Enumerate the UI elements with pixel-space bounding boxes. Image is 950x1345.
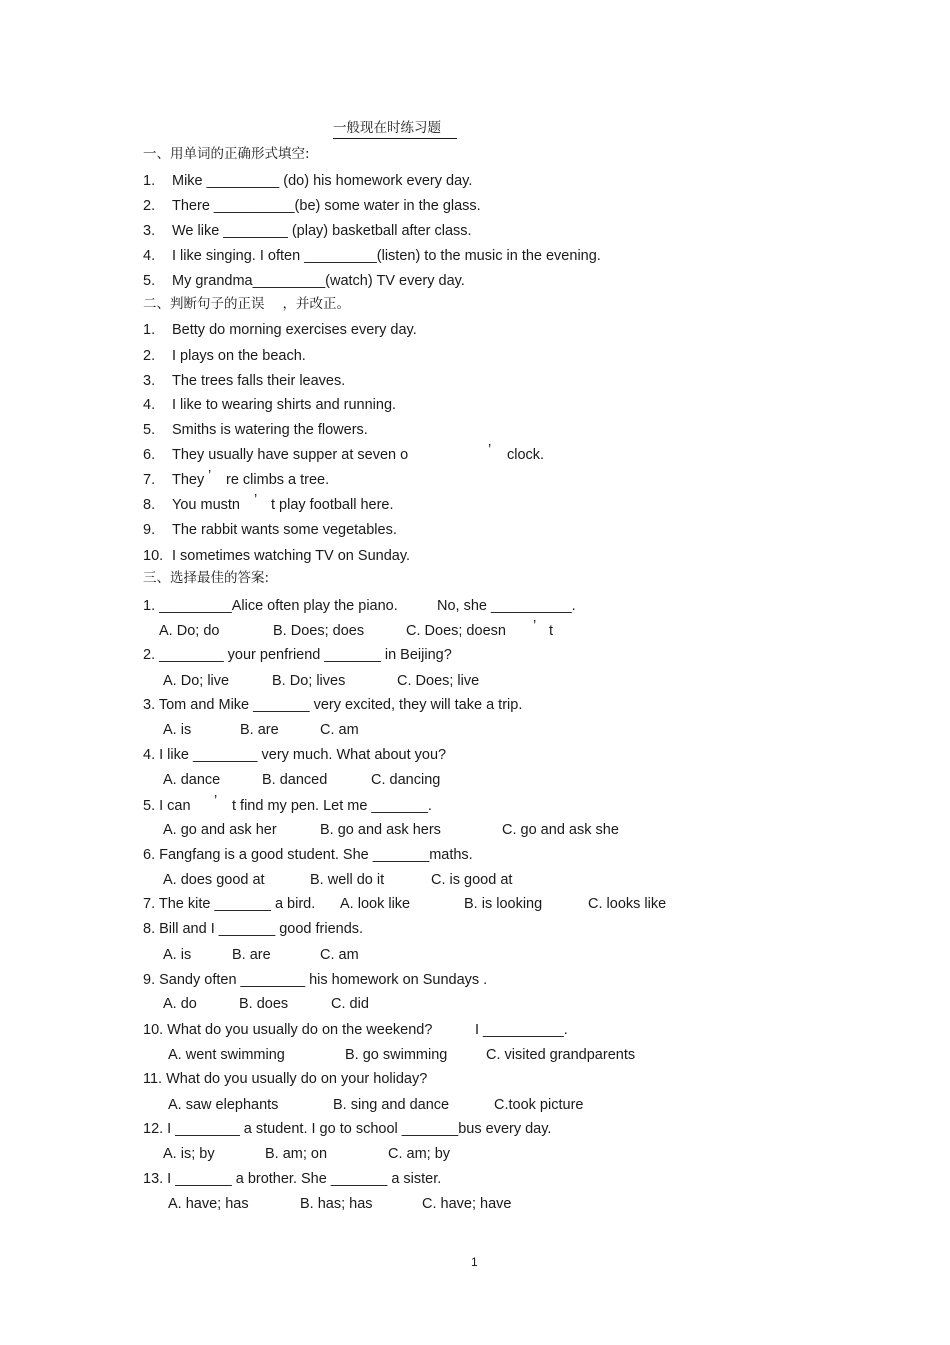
option-a: A. look like <box>340 896 411 912</box>
s2-item: Smiths is watering the flowers. <box>172 422 368 438</box>
question: 12. I ________ a student. I go to school _______bus every day. <box>143 1121 552 1137</box>
s2-item-cont: t play football here. <box>271 497 394 513</box>
option-b: B. go swimming <box>345 1047 448 1063</box>
s1-item: I like singing. I often _________(listen) to the music in the evening. <box>172 248 601 264</box>
apostrophe: ’ <box>533 618 537 634</box>
option-c: C. is good at <box>431 872 513 888</box>
s2-item: I sometimes watching TV on Sunday. <box>172 548 411 564</box>
s1-num: 1. <box>143 173 156 189</box>
option-c: C. am <box>320 722 359 738</box>
s1-num: 3. <box>143 223 156 239</box>
option-b: B. sing and dance <box>333 1097 450 1113</box>
s2-num: 9. <box>143 522 156 538</box>
question: 5. I can <box>143 798 191 814</box>
page-number: 1 <box>471 1255 478 1269</box>
option-c: C. go and ask she <box>502 822 619 838</box>
option-a: A. saw elephants <box>168 1097 279 1113</box>
s2-num: 1. <box>143 322 156 338</box>
question: 4. I like ________ very much. What about you? <box>143 747 447 763</box>
s2-num: 6. <box>143 447 156 463</box>
s2-item: The rabbit wants some vegetables. <box>172 522 397 538</box>
option-b: B. Does; does <box>273 623 365 639</box>
s1-num: 4. <box>143 248 156 264</box>
question-cont: t find my pen. Let me _______. <box>232 798 432 814</box>
apostrophe: ’ <box>214 793 218 809</box>
s2-num: 8. <box>143 497 156 513</box>
question: 11. What do you usually do on your holiday? <box>143 1071 428 1087</box>
question: 9. Sandy often ________ his homework on Sundays . <box>143 972 488 988</box>
option-b: B. are <box>232 947 271 963</box>
page-title: 一般现在时练习题 <box>333 119 457 139</box>
option-a: A. Do; do <box>159 623 220 639</box>
question: 6. Fangfang is a good student. She _______maths. <box>143 847 473 863</box>
s2-item: Betty do morning exercises every day. <box>172 322 417 338</box>
apostrophe: ’ <box>488 442 492 458</box>
question-cont: No, she __________. <box>437 598 576 614</box>
s2-item: They <box>172 472 205 488</box>
s2-item: They usually have supper at seven o <box>172 447 409 463</box>
question: 13. I _______ a brother. She _______ a sister. <box>143 1171 442 1187</box>
s2-item-cont: re climbs a tree. <box>226 472 330 488</box>
s2-num: 5. <box>143 422 156 438</box>
question: 7. The kite _______ a bird. <box>143 896 316 912</box>
option-b: B. is looking <box>464 896 543 912</box>
option-c: C. Does; live <box>397 673 480 689</box>
option-a: A. is; by <box>163 1146 215 1162</box>
section3-heading: 三、选择最佳的答案: <box>143 570 270 586</box>
s2-num: 7. <box>143 472 156 488</box>
s1-num: 5. <box>143 273 156 289</box>
s2-item: The trees falls their leaves. <box>172 373 346 389</box>
s1-item: There __________(be) some water in the glass. <box>172 198 481 214</box>
apostrophe: ’ <box>254 492 258 508</box>
section2-heading <box>143 295 350 313</box>
s2-item: I plays on the beach. <box>172 348 306 364</box>
question: 1. _________Alice often play the piano. <box>143 598 398 614</box>
option-c: C. am <box>320 947 359 963</box>
s2-num: 10. <box>143 548 164 564</box>
question: 2. ________ your penfriend _______ in Beijing? <box>143 647 452 663</box>
option-a: A. dance <box>163 772 221 788</box>
option-a: A. go and ask her <box>163 822 277 838</box>
option-b: B. am; on <box>265 1146 328 1162</box>
option-a: A. does good at <box>163 872 265 888</box>
option-c: C. Does; doesn <box>406 623 506 639</box>
s1-num: 2. <box>143 198 156 214</box>
s2-num: 4. <box>143 397 156 413</box>
option-c: C. did <box>331 996 369 1012</box>
section2-heading-a: 二、判断句子的正误 <box>143 296 265 312</box>
s1-item: My grandma_________(watch) TV every day. <box>172 273 465 289</box>
option-b: B. does <box>239 996 289 1012</box>
option-c: C. have; have <box>422 1196 512 1212</box>
question: 3. Tom and Mike _______ very excited, they will take a trip. <box>143 697 523 713</box>
option-a: A. Do; live <box>163 673 230 689</box>
option-b: B. well do it <box>310 872 385 888</box>
option-c-cont: t <box>549 623 554 639</box>
s2-item: You mustn <box>172 497 240 513</box>
section2-heading-b: ，并改正。 <box>282 296 350 312</box>
option-c: C.took picture <box>494 1097 584 1113</box>
option-a: A. do <box>163 996 197 1012</box>
option-c: C. am; by <box>388 1146 451 1162</box>
option-b: B. danced <box>262 772 328 788</box>
option-a: A. have; has <box>168 1196 249 1212</box>
option-c: C. dancing <box>371 772 441 788</box>
s2-item: I like to wearing shirts and running. <box>172 397 397 413</box>
option-b: B. has; has <box>300 1196 373 1212</box>
section1-heading: 一、用单词的正确形式填空: <box>143 146 310 162</box>
option-b: B. are <box>240 722 279 738</box>
option-c: C. visited grandparents <box>486 1047 636 1063</box>
s1-item: Mike _________ (do) his homework every day. <box>172 173 473 189</box>
question: 8. Bill and I _______ good friends. <box>143 921 364 937</box>
question-cont: I __________. <box>475 1022 568 1038</box>
s2-item-cont: clock. <box>507 447 545 463</box>
option-b: B. go and ask hers <box>320 822 441 838</box>
s2-num: 2. <box>143 348 156 364</box>
question: 10. What do you usually do on the weekend? <box>143 1022 433 1038</box>
option-a: A. is <box>163 947 192 963</box>
option-a: A. is <box>163 722 192 738</box>
apostrophe: ’ <box>208 468 212 484</box>
option-c: C. looks like <box>588 896 667 912</box>
option-b: B. Do; lives <box>272 673 346 689</box>
s2-num: 3. <box>143 373 156 389</box>
s1-item: We like ________ (play) basketball after class. <box>172 223 472 239</box>
option-a: A. went swimming <box>168 1047 285 1063</box>
